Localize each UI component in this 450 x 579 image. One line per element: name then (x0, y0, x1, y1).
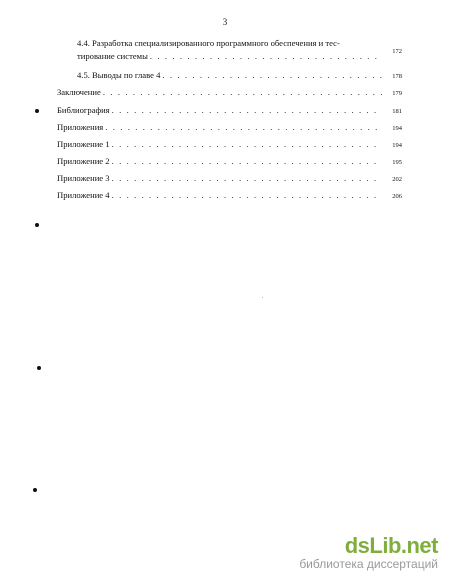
toc-entry-label: Заключение (57, 87, 101, 97)
toc-entry-4-4-line1 (77, 38, 402, 49)
leader-dots (103, 87, 382, 98)
leader-dots (112, 139, 382, 150)
toc-entry-page: 194 (392, 125, 402, 132)
toc-entry (57, 105, 402, 117)
toc-entry-label: 4.5. Выводы по главе 4 (77, 70, 161, 80)
leader-dots (112, 173, 382, 184)
page-number: 3 (222, 17, 228, 27)
hole-punch-mark (35, 223, 39, 227)
watermark-logo: dsLib.net (344, 533, 438, 558)
toc-entry (57, 173, 402, 185)
toc-entry-label: Библиография (57, 105, 110, 115)
watermark-subtitle: библиотека диссертаций (299, 557, 438, 571)
toc-entry (57, 139, 402, 151)
toc-entry-page: 194 (392, 142, 402, 149)
toc-entry-page: 179 (392, 90, 402, 97)
toc-entry-page: 181 (392, 108, 402, 115)
toc-entry-4-4-line2 (77, 48, 402, 63)
toc-entry-label: 4.4. Разработка специализированного программного обеспечения и тес- (77, 38, 340, 48)
leader-dots (112, 190, 382, 201)
toc-entry-label: Приложение 2 (57, 156, 110, 166)
toc-entry (57, 122, 402, 134)
leader-dots (150, 51, 382, 62)
toc-entry-page: 202 (392, 176, 402, 183)
toc-entry-page: 206 (392, 193, 402, 200)
toc-entry-page: 172 (392, 48, 402, 55)
hole-punch-mark (33, 488, 37, 492)
scan-speck (262, 297, 263, 298)
hole-punch-mark (35, 109, 39, 113)
leader-dots (105, 122, 382, 133)
toc-entry-label: Приложение 4 (57, 190, 110, 200)
watermark (299, 535, 438, 571)
toc-entry (57, 156, 402, 168)
toc-entry-label: Приложение 3 (57, 173, 110, 183)
leader-dots (112, 105, 382, 116)
toc-entry-label: Приложение 1 (57, 139, 110, 149)
toc-entry (77, 70, 402, 82)
toc-entry-label: Приложения (57, 122, 104, 132)
leader-dots (162, 70, 382, 81)
leader-dots (112, 156, 382, 167)
toc-entry-page: 195 (392, 159, 402, 166)
toc-entry-page: 178 (392, 73, 402, 80)
toc-entry (57, 190, 402, 202)
toc-entry (57, 87, 402, 99)
hole-punch-mark (37, 366, 41, 370)
toc-entry-label: тирование системы (77, 51, 148, 61)
